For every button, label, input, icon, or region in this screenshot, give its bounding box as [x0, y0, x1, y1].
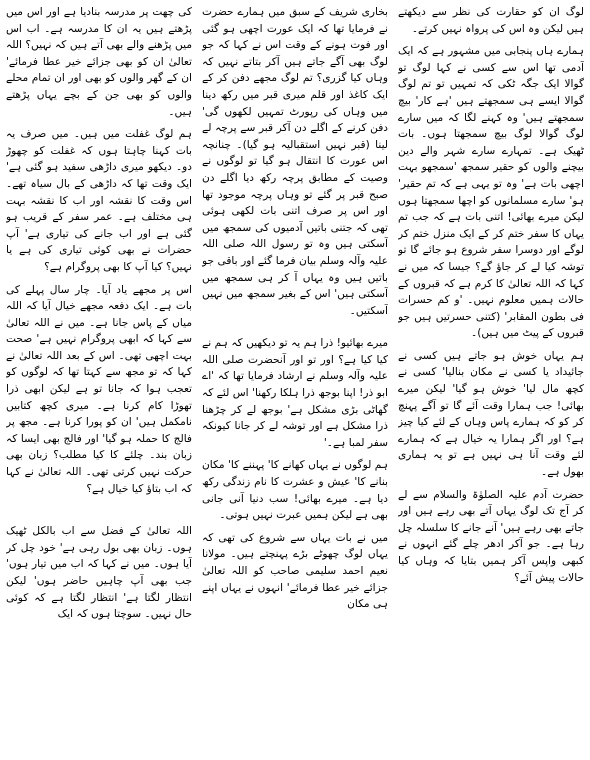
paragraph: ہم لوگوں نے یہاں کھانے کا' پہننے کا' مکان بنانے کا' عیش و عشرت کا نام زندگی رکھ دیا ہے۔ میرے بھائی! سب دنیا آنی جانی بھی ہے لیکن ہمیں عبرت نہیں ہوتی۔ — [202, 459, 388, 522]
paragraph: ہم لوگ غفلت میں ہیں۔ میں صرف یہ بات کہنا چاہتا ہوں کہ غفلت کو چھوڑ دو۔ دیکھو میری داڑھی سفید ہو گئی ہے' ایک وقت تھا کہ داڑھی کے بال سیاہ تھے۔ اس وقت کا نقشہ اور اب کا نقشہ بہت ہی مختلف ہے۔ عمر سفر کے قریب ہو گئی ہے اور اب جانے کی تیاری ہے' آپ حضرات نے بھی کوئی تیاری کی ہے یا نہیں؟ کیا آپ کا بھی پروگرام ہے؟ — [6, 128, 192, 273]
paragraph: بخاری شریف کے سبق میں ہمارے حضرت نے فرمایا تھا کہ ایک عورت اچھی ہو گئی اور فوت ہونے کے وقت اس نے کہا کہ جو لوگ بھی آگے جاتے ہیں آکر بتاتے نہیں کہ وہاں کیا گزری؟ تم لوگ مجھے دفن کر کے ایک کاغذ اور قلم میری قبر میں رکھ دینا میں وہاں کی رپورٹ تمہیں لکھوں گی' دفن کرنے کے اگلے دن آکر قبر سے پرچہ لے لینا (قبر نہیں استقبالیہ ہو گیا)۔ چنانچہ اس عورت کا انتقال ہو گیا تو لوگوں نے وصیت کے مطابق پرچہ رکھ دیا اگلے دن صبح قبر پر گئے تو وہاں پرچہ موجود تھا اور اس پر صرف اتنی بات لکھی ہوئی تھی کہ جتنی باتیں آدمیوں کی سمجھ میں آسکتی ہیں وہ تو رسول اللہ صلی اللہ علیہ وآلہ وسلم بیان فرما گئے اور باقی جو باتیں ہیں وہ یہاں آ کر ہی سمجھ میں آسکتی ہیں' اس کے بغیر سمجھ میں نہیں آسکتیں۔ — [202, 6, 388, 317]
paragraph: ہمارے ہاں پنجابی میں مشہور ہے کہ ایک آدمی تھا اس سے کسی نے کہا لوگ تو گوالا ایک جگہ ٹکی کہ تمہیں تو تم لوگ گوالا ایسے ہی سمجھتے ہیں 'ہے کار' بیچ سمجھتے ہیں' وہ کہنے لگا کہ میں سارے لوگ گوالا لوگ بیچ سمجھتا ہوں۔ بات ٹھیک ہے۔ تمہارے سارے شہر والے دین بیچنے والوں کو حقیر سمجھ 'سمجھو بہت اچھی بات ہے' وہ تو یہی ہے کہ تم حقیر' ہو' سارے مسلمانوں کو اچھا سمجھتا ہوں لیکن میرے بھائی! اتنی بات ہے کہ جب تم یہاں کا سفر ختم کر کے ایک منزل ختم کر لوگے اور دوسرا سفر شروع ہو جائے گا تو توشہ کیا لے کر جاؤ گے؟ جیسا کہ میں نے کہا کہ اللہ تعالیٰ کا کرم ہے کہ قبروں کے حالات ہمیں معلوم نہیں۔ 'و کم حسرات فی بطون المقابر' (کتنی حسرتیں ہیں جو قبروں کے پیٹ میں ہیں)۔ — [398, 45, 584, 340]
paragraph: کی چھت پر مدرسہ بنادیا ہے اور اس میں پڑھتے ہیں یہ ان کا مدرسہ ہے۔ اب اس میں پڑھنے والے بھی آتے ہیں کہ نہیں؟ اللہ تعالیٰ ان کو بھی جزائے خیر عطا فرمائے' ان کے گھر والوں کو بھی اور ان تمام محلے والوں کو بھی جن کے بچے یہاں پڑھتے ہیں۔ — [6, 6, 192, 118]
paragraph: میرے بھائیو! ذرا ہم یہ تو دیکھیں کہ ہم نے کیا کیا ہے؟ اور تو اور آنحضرت صلی اللہ علیہ وآلہ وسلم نے ارشاد فرمایا تھا کہ 'اے ابو ذر! اپنا بوجھ ذرا ہلکا رکھنا' اس لئے کہ گھاٹی بڑی مشکل ہے' بوجھ لے کر چڑھنا ذرا مشکل ہے اور توشہ لے کر جانا کیونکہ سفر لمبا ہے۔' — [202, 337, 388, 449]
paragraph: لوگ ان کو حقارت کی نظر سے دیکھتے ہیں لیکن وہ اس کی پرواہ نہیں کرتے۔ — [398, 6, 584, 35]
paragraph: اللہ تعالیٰ کے فضل سے اب بالکل ٹھیک ہوں۔ زبان بھی بول رہی ہے' خود چل کر آیا ہوں۔ میں نے کہا کہ اب میں تیار ہوں' جب بھی آپ چاہیں حاضر ہوں' لیکن انتظار لگتا ہے' انتظار لگتا ہے کہ کوئی حال نہیں۔ سوچتا ہوں کہ ایک — [6, 525, 192, 621]
paragraph-gap — [202, 325, 388, 335]
text-column-middle — [202, 4, 388, 756]
text-column-right — [398, 4, 584, 756]
paragraph: ہم یہاں خوش ہو جاتے ہیں کسی نے جائیداد یا کسی نے مکان بنالیا' کسی نے کچھ مال لیا' خوش ہو گیا' لیکن میرے بھائی! جب ہمارا وقت آئے گا تو آگے پہنچ کر کو کہ ہمارے پاس وہاں کے لئے کیا چیز ہے؟ اور اگر ہمارا یہ خیال ہے کہ ہمارے لئے وقت آنا ہی نہیں ہے تو یہ ہماری بھول ہے۔ — [398, 349, 584, 479]
paragraph: میں نے بات یہاں سے شروع کی تھی کہ یہاں لوگ چھوٹے بڑے پہنچتے ہیں۔ مولانا نعیم احمد سلیمی صاحب کو اللہ تعالیٰ جزائے خیر عطا فرمائے' انہوں نے یہاں اپنے ہی مکان — [202, 531, 388, 611]
text-column-left — [6, 4, 192, 756]
paragraph: حضرت آدم علیہ الصلوٰۃ والسلام سے لے کر آج تک لوگ یہاں آتے بھی رہے ہیں اور جاتے بھی رہے ہیں' آنے جانے کا سلسلہ چل رہا ہے۔ جو آکر ادھر چلے گئے انہوں نے کبھی واپس آکر ہمیں بتایا کہ وہاں کیا حالات پیش آئے؟ — [398, 488, 584, 584]
paragraph: اس پر مجھے یاد آیا۔ چار سال پہلے کی بات ہے۔ ایک دفعہ مجھے خیال آیا کہ اللہ میاں کے پاس جانا ہے۔ میں نے اللہ تعالیٰ سے کہا کہ ابھی پروگرام نہیں ہے' صحت بہت اچھی تھی۔ اس کے بعد اللہ تعالیٰ نے کہا کہ تو مجھ سے کہتا تھا کہ لوگوں کو تعجب ہوا کہ جانا تو ہے لیکن ابھی ذرا تھوڑا کام کرنا ہے۔ میری کچھ کتابیں نامکمل ہیں' ان کو پورا کرنا ہے۔ مجھ پر فالج کا حملہ ہو گیا' اور فالج بھی ایسا کہ زبان بند۔ چلئے کا کیا مطلب؟ زبان بھی حرکت نہیں کرتی تھی۔ اللہ تعالیٰ نے کہا کہ اب بتاؤ کیا خیال ہے؟ — [6, 283, 192, 495]
paragraph-gap — [6, 503, 192, 523]
